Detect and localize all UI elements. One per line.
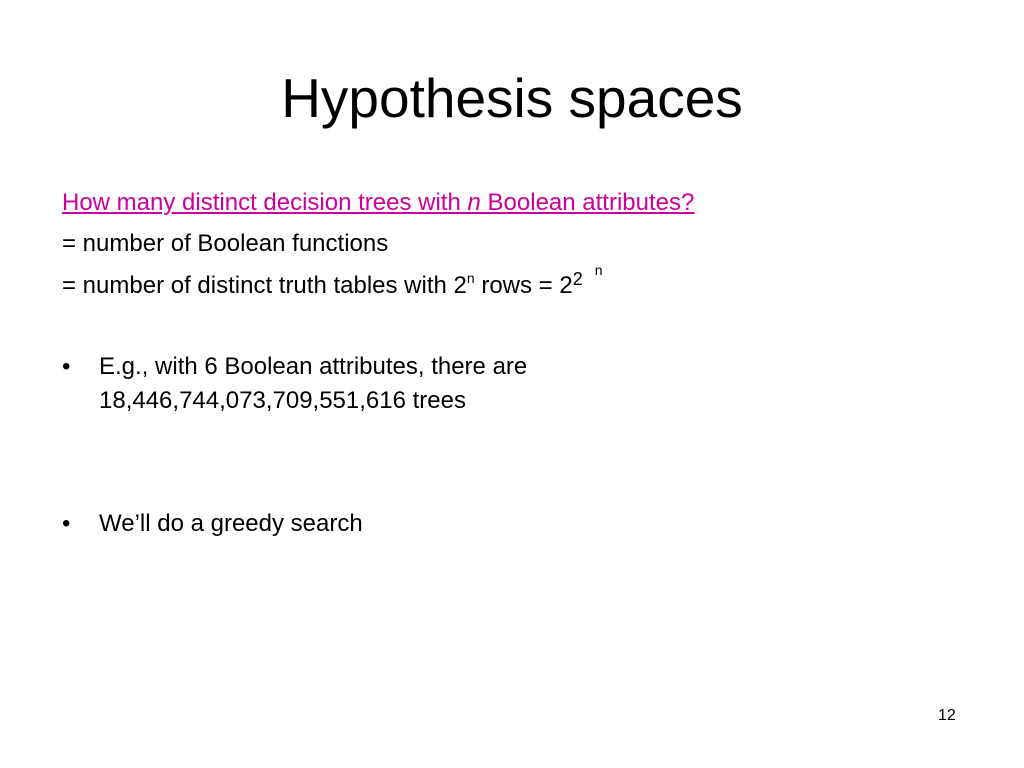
exponent-tower: [572, 262, 603, 302]
bullet-text-line-1: We’ll do a greedy search: [99, 510, 363, 537]
equality-line-boolean-functions: = number of Boolean functions: [62, 230, 389, 257]
page-number: 12: [938, 707, 956, 724]
bullet-dot: •: [62, 353, 71, 380]
superscript-n: n: [466, 270, 475, 286]
tower-exponent-2: 2: [572, 269, 583, 289]
question-link[interactable]: [62, 188, 694, 218]
bullet-text-line-2: 18,446,744,073,709,551,616 trees: [99, 387, 466, 414]
bullet-dot: •: [62, 510, 71, 537]
bullet-text-line-1: E.g., with 6 Boolean attributes, there are: [99, 353, 528, 380]
question-variable: n: [467, 189, 481, 216]
truth-tables-prefix: = number of distinct truth tables with 2: [62, 272, 467, 299]
truth-tables-middle: rows = 2: [474, 272, 573, 299]
equality-line-truth-tables: [62, 262, 603, 303]
slide-title: Hypothesis spaces: [281, 67, 743, 129]
tower-exponent-n: n: [594, 262, 603, 278]
question-prefix: How many distinct decision trees with: [62, 189, 468, 216]
question-suffix: Boolean attributes?: [480, 189, 695, 216]
